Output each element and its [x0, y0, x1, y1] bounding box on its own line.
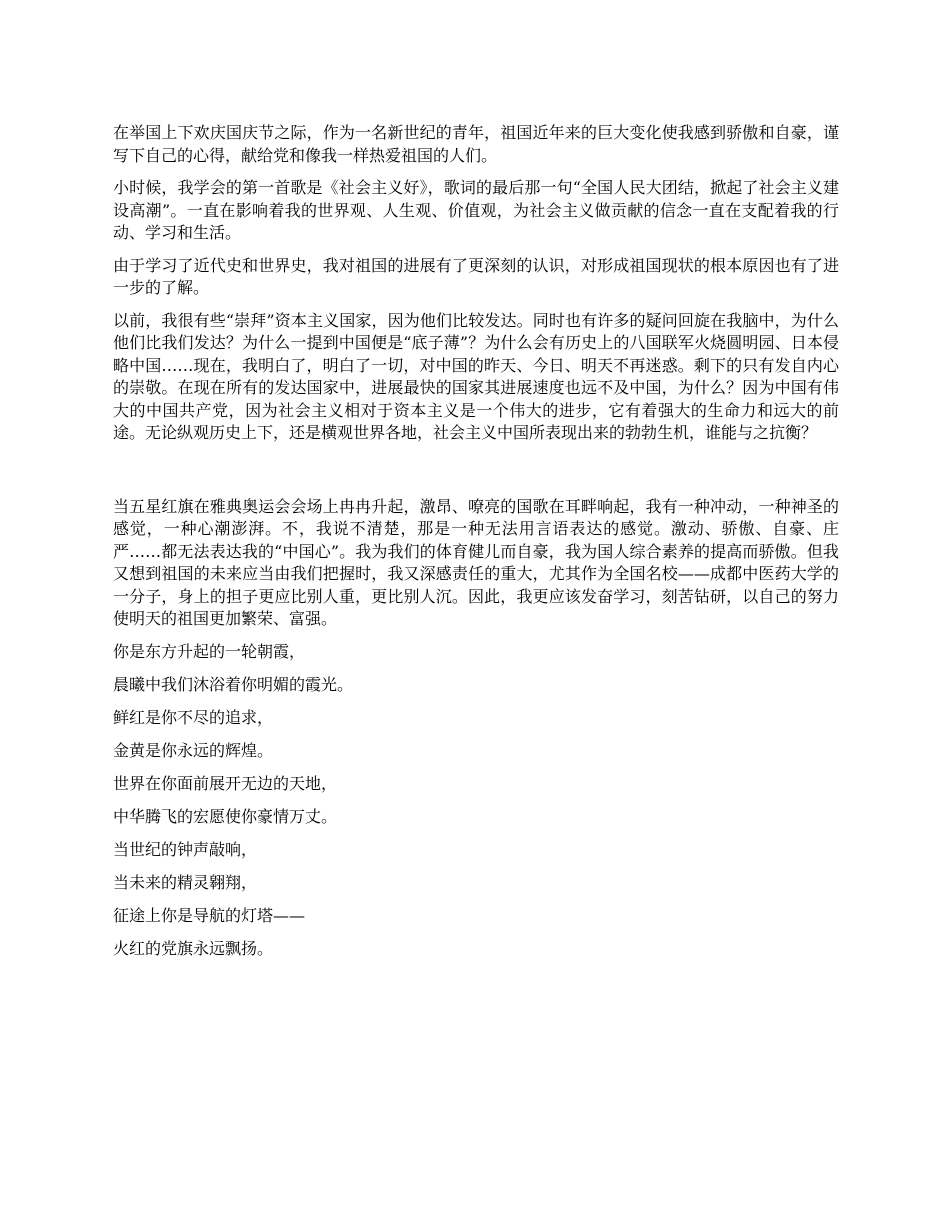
paragraph-intro: 在举国上下欢庆国庆节之际，作为一名新世纪的青年，祖国近年来的巨大变化使我感到骄傲和自豪，谨写下自己的心得，献给党和像我一样热爱祖国的人们。: [113, 123, 839, 165]
section-gap: [113, 455, 839, 496]
paragraph-reflection: 以前，我很有些“崇拜”资本主义国家，因为他们比较发达。同时也有许多的疑问回旋在我脑中，为什么他们比我们发达？为什么一提到中国便是“底子薄”？为什么会有历史上的八国联军火烧圆明园、日本侵略中国……现在，我明白了，明白了一切，对中国的昨天、今日、明天不再迷惑。剩下的只有发自内心的崇敬。在现在所有的发达国家中，进展最快的国家其进展速度也远不及中国，为什么？因为中国有伟大的中国共产党，因为社会主义相对于资本主义是一个伟大的进步，它有着强大的生命力和远大的前途。无论纵观历史上下，还是横观世界各地，社会主义中国所表现出来的勃勃生机，谁能与之抗衡？: [113, 310, 839, 442]
paragraph-childhood-song: 小时候，我学会的第一首歌是《社会主义好》，歌词的最后那一句“全国人民大团结，掀起了社会主义建设高潮”。一直在影响着我的世界观、人生观、价值观，为社会主义做贡献的信念一直在支配着我的行动、学习和生活。: [113, 178, 839, 242]
poem-line: 世界在你面前展开无边的天地，: [113, 773, 338, 793]
poem-line: 征途上你是导航的灯塔——: [113, 905, 306, 925]
poem-line: 晨曦中我们沐浴着你明媚的霞光。: [113, 674, 354, 694]
poem: [113, 641, 839, 960]
poem-line: 当未来的精灵翱翔，: [113, 872, 258, 892]
poem-line: 火红的党旗永远飘扬。: [113, 938, 274, 958]
paragraph-history-study: 由于学习了近代史和世界史，我对祖国的进展有了更深刻的认识，对形成祖国现状的根本原因也有了进一步的了解。: [113, 255, 839, 297]
poem-line: 中华腾飞的宏愿使你豪情万丈。: [113, 806, 338, 826]
paragraph-olympics: 当五星红旗在雅典奥运会会场上冉冉升起，激昂、嘹亮的国歌在耳畔响起，我有一种冲动，一种神圣的感觉，一种心潮澎湃。不，我说不清楚，那是一种无法用言语表达的感觉。激动、骄傲、自豪、庄严……都无法表达我的“中国心”。我为我们的体育健儿而自豪，我为国人综合素养的提高而骄傲。但我又想到祖国的未来应当由我们把握时，我又深感责任的重大，尤其作为全国名校——成都中医药大学的一分子，身上的担子更应比别人重，更比别人沉。因此，我更应该发奋学习，刻苦钻研，以自己的努力使明天的祖国更加繁荣、富强。: [113, 496, 839, 628]
document-body: [113, 122, 839, 971]
poem-line: 金黄是你永远的辉煌。: [113, 740, 274, 760]
poem-line: 鲜红是你不尽的追求，: [113, 707, 274, 727]
poem-line: 当世纪的钟声敲响，: [113, 839, 258, 859]
poem-line: 你是东方升起的一轮朝霞，: [113, 641, 306, 661]
